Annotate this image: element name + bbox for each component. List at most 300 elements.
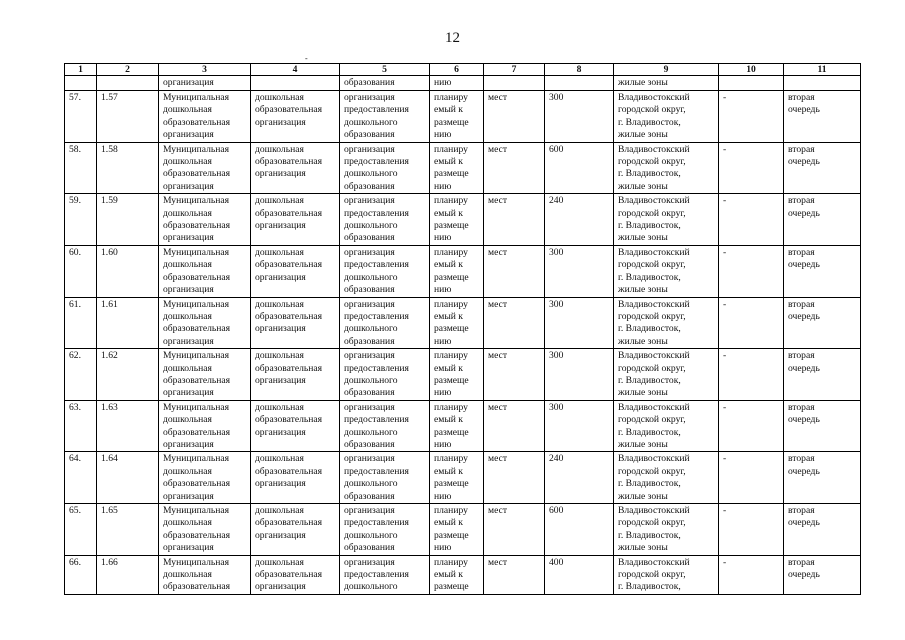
status-cell-line: планиру xyxy=(434,556,468,568)
column-header-3: 3 xyxy=(159,64,251,76)
location-cell-line: Владивостокский xyxy=(618,453,690,465)
purpose-cell xyxy=(340,452,430,504)
name-cell-line: образовательная xyxy=(163,529,231,541)
stage-cell-line: очередь xyxy=(788,465,820,477)
purpose-cell-line: предоставления xyxy=(344,104,409,116)
table-header-row xyxy=(65,64,861,76)
stage-cell-line: вторая xyxy=(788,556,815,568)
stage-cell-line: вторая xyxy=(788,298,815,310)
purpose-cell-line: организация xyxy=(344,401,395,413)
location-cell-line: Владивостокский xyxy=(618,143,690,155)
type-cell-line: дошкольная xyxy=(255,298,304,310)
location-cell-line: Владивостокский xyxy=(618,298,690,310)
status-cell-line: нию xyxy=(434,180,452,192)
location-cell xyxy=(614,142,719,194)
table-row xyxy=(65,452,861,504)
zone-cell: - xyxy=(719,245,784,297)
name-cell-line: организация xyxy=(163,438,214,450)
name-cell-line: дошкольная xyxy=(163,517,212,529)
name-cell-line: Муниципальная xyxy=(163,505,230,516)
location-cell xyxy=(614,194,719,246)
name-cell xyxy=(159,349,251,401)
name-cell-line: дошкольная xyxy=(163,310,212,322)
purpose-cell xyxy=(340,504,430,556)
continuation-cell xyxy=(484,76,545,91)
location-cell xyxy=(614,452,719,504)
zone-cell: - xyxy=(719,504,784,556)
purpose-cell-line: предоставления xyxy=(344,156,409,168)
type-cell-line: организация xyxy=(255,271,306,283)
location-cell xyxy=(614,297,719,349)
unit-cell: мест xyxy=(484,142,545,194)
name-cell-line: образовательная xyxy=(163,478,231,490)
stage-cell-line: очередь xyxy=(788,362,820,374)
continuation-cell xyxy=(251,76,340,91)
status-cell-line: емый к xyxy=(434,517,463,529)
continuation-cell: организация xyxy=(159,76,251,91)
zone-cell: - xyxy=(719,452,784,504)
purpose-cell xyxy=(340,194,430,246)
code-cell: 1.61 xyxy=(97,297,159,349)
status-cell-line: нию xyxy=(434,129,452,141)
status-cell-line: размеще xyxy=(434,426,469,438)
purpose-cell-line: дошкольного xyxy=(344,323,398,335)
type-cell-line: дошкольная xyxy=(255,556,304,568)
location-cell-line: г. Владивосток, xyxy=(618,478,681,490)
name-cell-line: дошкольная xyxy=(163,465,212,477)
purpose-cell-line: дошкольного xyxy=(344,426,398,438)
objects-table xyxy=(64,63,861,595)
name-cell-line: организация xyxy=(163,180,214,192)
purpose-cell-line: организация xyxy=(344,92,395,103)
capacity-cell: 300 xyxy=(545,400,614,452)
purpose-cell-line: образования xyxy=(344,232,395,244)
zone-cell: - xyxy=(719,142,784,194)
type-cell-line: образовательная xyxy=(255,310,323,322)
location-cell-line: жилые зоны xyxy=(618,438,668,450)
type-cell-line: организация xyxy=(255,323,306,335)
purpose-cell-line: предоставления xyxy=(344,259,409,271)
purpose-cell-line: предоставления xyxy=(344,362,409,374)
table-row xyxy=(65,245,861,297)
purpose-cell-line: дошкольного xyxy=(344,271,398,283)
type-cell-line: дошкольная xyxy=(255,195,304,207)
stage-cell xyxy=(784,194,861,246)
type-cell xyxy=(251,245,340,297)
location-cell-line: г. Владивосток, xyxy=(618,374,681,386)
capacity-cell: 240 xyxy=(545,452,614,504)
status-cell xyxy=(430,245,484,297)
stage-cell-line: вторая xyxy=(788,401,815,413)
type-cell xyxy=(251,452,340,504)
name-cell xyxy=(159,142,251,194)
row-number-cell: 57. xyxy=(65,91,97,143)
stage-cell-line: вторая xyxy=(788,350,815,362)
table-row xyxy=(65,349,861,401)
column-header-11: 11 xyxy=(784,64,861,76)
stage-cell xyxy=(784,349,861,401)
location-cell-line: г. Владивосток, xyxy=(618,168,681,180)
location-cell-line: жилые зоны xyxy=(618,232,668,244)
status-cell xyxy=(430,555,484,594)
name-cell-line: организация xyxy=(163,129,214,141)
type-cell-line: образовательная xyxy=(255,156,323,168)
status-cell-line: размеще xyxy=(434,271,469,283)
location-cell-line: г. Владивосток, xyxy=(618,220,681,232)
name-cell-line: дошкольная xyxy=(163,362,212,374)
code-cell: 1.63 xyxy=(97,400,159,452)
name-cell-line: образовательная xyxy=(163,374,231,386)
name-cell xyxy=(159,194,251,246)
name-cell-line: дошкольная xyxy=(163,156,212,168)
purpose-cell-line: организация xyxy=(344,453,395,465)
type-cell-line: образовательная xyxy=(255,362,323,374)
type-cell-line: дошкольная xyxy=(255,453,304,465)
location-cell xyxy=(614,349,719,401)
location-cell-line: г. Владивосток, xyxy=(618,426,681,438)
unit-cell: мест xyxy=(484,452,545,504)
purpose-cell-line: предоставления xyxy=(344,414,409,426)
location-cell-line: жилые зоны xyxy=(618,284,668,296)
name-cell-line: Муниципальная xyxy=(163,195,230,207)
capacity-cell: 300 xyxy=(545,297,614,349)
unit-cell: мест xyxy=(484,297,545,349)
stage-cell-line: очередь xyxy=(788,517,820,529)
status-cell-line: емый к xyxy=(434,259,463,271)
status-cell xyxy=(430,142,484,194)
purpose-cell xyxy=(340,297,430,349)
continuation-cell xyxy=(65,76,97,91)
status-cell-line: планиру xyxy=(434,505,468,516)
location-cell-line: Владивостокский xyxy=(618,505,690,516)
purpose-cell-line: организация xyxy=(344,246,395,258)
continuation-cell xyxy=(97,76,159,91)
name-cell-line: Муниципальная xyxy=(163,401,230,413)
location-cell-line: жилые зоны xyxy=(618,542,668,554)
location-cell-line: жилые зоны xyxy=(618,180,668,192)
status-cell xyxy=(430,297,484,349)
purpose-cell-line: организация xyxy=(344,195,395,207)
column-header-8: 8 xyxy=(545,64,614,76)
column-header-4: 4 xyxy=(251,64,340,76)
status-cell xyxy=(430,504,484,556)
stage-cell xyxy=(784,452,861,504)
status-cell-line: нию xyxy=(434,490,452,502)
status-cell-line: нию xyxy=(434,438,452,450)
code-cell: 1.65 xyxy=(97,504,159,556)
location-cell-line: Владивостокский xyxy=(618,556,690,568)
code-cell: 1.62 xyxy=(97,349,159,401)
table-row xyxy=(65,400,861,452)
unit-cell: мест xyxy=(484,91,545,143)
name-cell-line: дошкольная xyxy=(163,207,212,219)
purpose-cell xyxy=(340,91,430,143)
purpose-cell-line: дошкольного xyxy=(344,116,398,128)
status-cell-line: нию xyxy=(434,232,452,244)
status-cell xyxy=(430,194,484,246)
name-cell-line: образовательная xyxy=(163,271,231,283)
purpose-cell-line: предоставления xyxy=(344,310,409,322)
stage-cell-line: очередь xyxy=(788,104,820,116)
type-cell-line: организация xyxy=(255,116,306,128)
name-cell xyxy=(159,555,251,594)
purpose-cell-line: организация xyxy=(344,505,395,516)
location-cell-line: г. Владивосток, xyxy=(618,116,681,128)
column-header-2: 2 xyxy=(97,64,159,76)
capacity-cell: 300 xyxy=(545,349,614,401)
status-cell-line: емый к xyxy=(434,207,463,219)
row-number-cell: 66. xyxy=(65,555,97,594)
location-cell-line: городской округ, xyxy=(618,156,686,168)
code-cell: 1.64 xyxy=(97,452,159,504)
location-cell-line: городской округ, xyxy=(618,310,686,322)
stage-cell-line: вторая xyxy=(788,453,815,465)
row-number-cell: 60. xyxy=(65,245,97,297)
status-cell-line: емый к xyxy=(434,156,463,168)
location-cell xyxy=(614,245,719,297)
status-cell-line: планиру xyxy=(434,246,468,258)
continuation-cell xyxy=(719,76,784,91)
status-cell-line: планиру xyxy=(434,298,468,310)
status-cell-line: емый к xyxy=(434,414,463,426)
capacity-cell: 300 xyxy=(545,91,614,143)
stage-cell xyxy=(784,504,861,556)
purpose-cell-line: дошкольного xyxy=(344,220,398,232)
column-header-1: 1 xyxy=(65,64,97,76)
name-cell-line: дошкольная xyxy=(163,569,212,581)
unit-cell: мест xyxy=(484,194,545,246)
stage-cell-line: вторая xyxy=(788,143,815,155)
code-cell: 1.58 xyxy=(97,142,159,194)
purpose-cell-line: образования xyxy=(344,438,395,450)
purpose-cell-line: дошкольного xyxy=(344,529,398,541)
status-cell-line: планиру xyxy=(434,350,468,362)
name-cell-line: Муниципальная xyxy=(163,453,230,465)
capacity-cell: 400 xyxy=(545,555,614,594)
name-cell-line: Муниципальная xyxy=(163,556,230,568)
type-cell xyxy=(251,555,340,594)
status-cell-line: емый к xyxy=(434,569,463,581)
code-cell: 1.66 xyxy=(97,555,159,594)
type-cell-line: образовательная xyxy=(255,569,323,581)
purpose-cell-line: образования xyxy=(344,284,395,296)
type-cell xyxy=(251,504,340,556)
status-cell xyxy=(430,91,484,143)
purpose-cell xyxy=(340,400,430,452)
name-cell-line: образовательная xyxy=(163,220,231,232)
name-cell-line: образовательная xyxy=(163,168,231,180)
location-cell-line: г. Владивосток, xyxy=(618,271,681,283)
stage-cell-line: очередь xyxy=(788,156,820,168)
status-cell-line: планиру xyxy=(434,143,468,155)
type-cell-line: дошкольная xyxy=(255,401,304,413)
status-cell-line: емый к xyxy=(434,310,463,322)
status-cell-line: планиру xyxy=(434,195,468,207)
type-cell-line: образовательная xyxy=(255,414,323,426)
status-cell-line: планиру xyxy=(434,401,468,413)
stage-cell-line: очередь xyxy=(788,207,820,219)
location-cell-line: Владивостокский xyxy=(618,195,690,207)
type-cell-line: образовательная xyxy=(255,259,323,271)
name-cell xyxy=(159,91,251,143)
type-cell xyxy=(251,297,340,349)
location-cell-line: городской округ, xyxy=(618,207,686,219)
location-cell-line: Владивостокский xyxy=(618,246,690,258)
unit-cell: мест xyxy=(484,504,545,556)
name-cell-line: образовательная xyxy=(163,426,231,438)
continuation-cell xyxy=(545,76,614,91)
continuation-cell xyxy=(784,76,861,91)
name-cell xyxy=(159,297,251,349)
type-cell-line: дошкольная xyxy=(255,350,304,362)
unit-cell: мест xyxy=(484,349,545,401)
purpose-cell-line: образования xyxy=(344,387,395,399)
type-cell-line: организация xyxy=(255,374,306,386)
stage-cell xyxy=(784,297,861,349)
purpose-cell-line: образования xyxy=(344,335,395,347)
code-cell: 1.59 xyxy=(97,194,159,246)
name-cell-line: дошкольная xyxy=(163,104,212,116)
name-cell-line: организация xyxy=(163,490,214,502)
table-body xyxy=(65,76,861,595)
type-cell xyxy=(251,349,340,401)
status-cell-line: планиру xyxy=(434,453,468,465)
purpose-cell xyxy=(340,142,430,194)
type-cell xyxy=(251,194,340,246)
name-cell xyxy=(159,245,251,297)
type-cell-line: дошкольная xyxy=(255,143,304,155)
status-cell xyxy=(430,349,484,401)
status-cell xyxy=(430,400,484,452)
column-header-5: 5 xyxy=(340,64,430,76)
stage-cell xyxy=(784,91,861,143)
page-mark: - xyxy=(305,54,308,63)
name-cell-line: образовательная xyxy=(163,581,231,593)
purpose-cell-line: образования xyxy=(344,542,395,554)
purpose-cell xyxy=(340,245,430,297)
status-cell-line: размеще xyxy=(434,529,469,541)
type-cell xyxy=(251,91,340,143)
row-number-cell: 65. xyxy=(65,504,97,556)
name-cell-line: Муниципальная xyxy=(163,92,230,103)
location-cell-line: жилые зоны xyxy=(618,335,668,347)
name-cell-line: Муниципальная xyxy=(163,143,230,155)
status-cell-line: нию xyxy=(434,284,452,296)
type-cell-line: дошкольная xyxy=(255,505,304,516)
type-cell-line: организация xyxy=(255,581,306,593)
table-row xyxy=(65,504,861,556)
row-number-cell: 59. xyxy=(65,194,97,246)
location-cell-line: городской округ, xyxy=(618,517,686,529)
table-row xyxy=(65,91,861,143)
status-cell-line: нию xyxy=(434,387,452,399)
purpose-cell-line: дошкольного xyxy=(344,478,398,490)
type-cell xyxy=(251,400,340,452)
name-cell-line: дошкольная xyxy=(163,414,212,426)
zone-cell: - xyxy=(719,349,784,401)
name-cell xyxy=(159,504,251,556)
stage-cell xyxy=(784,555,861,594)
location-cell xyxy=(614,400,719,452)
location-cell-line: г. Владивосток, xyxy=(618,323,681,335)
type-cell-line: организация xyxy=(255,529,306,541)
purpose-cell-line: дошкольного xyxy=(344,581,398,593)
status-cell-line: размеще xyxy=(434,478,469,490)
status-cell-line: размеще xyxy=(434,323,469,335)
unit-cell: мест xyxy=(484,245,545,297)
stage-cell-line: вторая xyxy=(788,505,815,516)
type-cell-line: организация xyxy=(255,426,306,438)
type-cell xyxy=(251,142,340,194)
table-row xyxy=(65,555,861,594)
location-cell-line: жилые зоны xyxy=(618,387,668,399)
stage-cell-line: очередь xyxy=(788,569,820,581)
column-header-10: 10 xyxy=(719,64,784,76)
capacity-cell: 600 xyxy=(545,142,614,194)
row-number-cell: 58. xyxy=(65,142,97,194)
status-cell-line: планиру xyxy=(434,92,468,103)
status-cell-line: нию xyxy=(434,542,452,554)
location-cell-line: Владивостокский xyxy=(618,92,690,103)
name-cell-line: Муниципальная xyxy=(163,350,230,362)
location-cell-line: Владивостокский xyxy=(618,350,690,362)
purpose-cell xyxy=(340,555,430,594)
row-number-cell: 64. xyxy=(65,452,97,504)
table-row-continuation xyxy=(65,76,861,91)
stage-cell-line: очередь xyxy=(788,259,820,271)
zone-cell: - xyxy=(719,91,784,143)
type-cell-line: образовательная xyxy=(255,104,323,116)
purpose-cell-line: организация xyxy=(344,350,395,362)
unit-cell: мест xyxy=(484,555,545,594)
purpose-cell-line: предоставления xyxy=(344,569,409,581)
type-cell-line: организация xyxy=(255,168,306,180)
continuation-cell: жилые зоны xyxy=(614,76,719,91)
code-cell: 1.57 xyxy=(97,91,159,143)
status-cell-line: размеще xyxy=(434,581,469,593)
location-cell-line: г. Владивосток, xyxy=(618,581,681,593)
location-cell-line: г. Владивосток, xyxy=(618,529,681,541)
name-cell-line: организация xyxy=(163,284,214,296)
location-cell-line: городской округ, xyxy=(618,362,686,374)
purpose-cell-line: предоставления xyxy=(344,465,409,477)
location-cell-line: городской округ, xyxy=(618,569,686,581)
location-cell xyxy=(614,555,719,594)
status-cell-line: размеще xyxy=(434,116,469,128)
location-cell-line: городской округ, xyxy=(618,414,686,426)
stage-cell xyxy=(784,245,861,297)
stage-cell-line: вторая xyxy=(788,246,815,258)
purpose-cell-line: организация xyxy=(344,143,395,155)
name-cell-line: образовательная xyxy=(163,116,231,128)
status-cell xyxy=(430,452,484,504)
type-cell-line: дошкольная xyxy=(255,92,304,103)
purpose-cell-line: организация xyxy=(344,556,395,568)
location-cell-line: городской округ, xyxy=(618,104,686,116)
zone-cell: - xyxy=(719,194,784,246)
status-cell-line: емый к xyxy=(434,104,463,116)
status-cell-line: размеще xyxy=(434,220,469,232)
name-cell-line: организация xyxy=(163,387,214,399)
purpose-cell xyxy=(340,349,430,401)
row-number-cell: 63. xyxy=(65,400,97,452)
name-cell-line: организация xyxy=(163,232,214,244)
purpose-cell-line: образования xyxy=(344,129,395,141)
continuation-cell: образования xyxy=(340,76,430,91)
status-cell-line: емый к xyxy=(434,362,463,374)
stage-cell-line: вторая xyxy=(788,92,815,103)
stage-cell-line: очередь xyxy=(788,310,820,322)
